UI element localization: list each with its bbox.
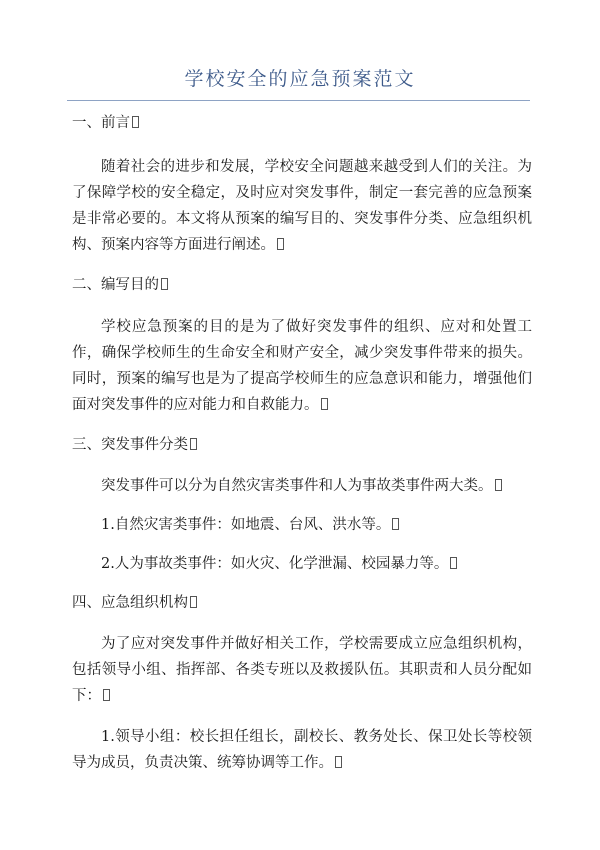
title-divider: [67, 100, 530, 101]
paragraph-mark-icon: [161, 278, 168, 290]
list-item: 2.人为事故类事件：如火灾、化学泄漏、校园暴力等。: [72, 551, 532, 577]
list-item: 1.领导小组：校长担任组长，副校长、教务处长、保卫处长等校领导为成员，负责决策、统筹协调等工作。: [72, 729, 532, 771]
paragraph-mark-icon: [335, 756, 342, 768]
paragraph-mark-icon: [450, 557, 457, 569]
paragraph: 为了应对突发事件并做好相关工作，学校需要成立应急组织机构，包括领导小组、指挥部、各类专班以及救援队伍。其职责和人员分配如下：: [72, 636, 532, 704]
list-item: 1.自然灾害类事件：如地震、台风、洪水等。: [72, 512, 532, 538]
paragraph-mark-icon: [103, 689, 110, 701]
paragraph-mark-icon: [132, 116, 139, 128]
section-heading: 三、突发事件分类: [72, 432, 532, 458]
paragraph: 突发事件可以分为自然灾害类事件和人为事故类事件两大类。: [72, 473, 532, 499]
paragraph-mark-icon: [190, 596, 197, 608]
paragraph: 学校应急预案的目的是为了做好突发事件的组织、应对和处置工作，确保学校师生的生命安全和财产安全，减少突发事件带来的损失。同时，预案的编写也是为了提高学校师生的应急意识和能力，增强他们面对突发事件的应对能力和自救能力。: [72, 319, 532, 413]
paragraph-mark-icon: [495, 479, 502, 491]
paragraph-mark-icon: [321, 398, 328, 410]
paragraph-mark-icon: [277, 238, 284, 250]
paragraph: 随着社会的进步和发展，学校安全问题越来越受到人们的关注。为了保障学校的安全稳定，及时应对突发事件，制定一套完善的应急预案是非常必要的。本文将从预案的编写目的、突发事件分类、应急组织机构、预案内容等方面进行阐述。: [72, 159, 532, 253]
section-heading: 一、前言: [72, 110, 532, 136]
document-title: 学校安全的应急预案范文: [184, 68, 416, 90]
paragraph-mark-icon: [392, 518, 399, 530]
paragraph-mark-icon: [190, 438, 197, 450]
section-heading: 四、应急组织机构: [72, 590, 532, 616]
document-body: [72, 110, 532, 776]
section-heading: 二、编写目的: [72, 272, 532, 298]
